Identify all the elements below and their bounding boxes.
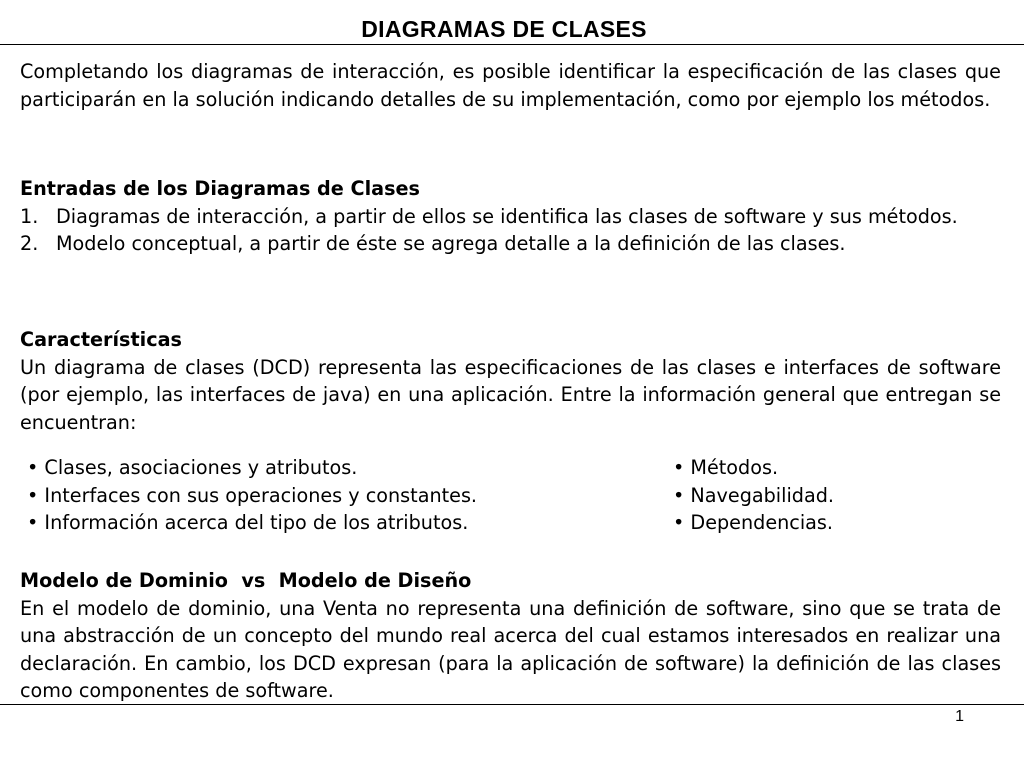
- bottom-divider: [0, 704, 1024, 705]
- list-item: • Navegabilidad.: [673, 483, 835, 507]
- top-divider: [0, 44, 1024, 45]
- features-paragraph: Un diagrama de clases (DCD) representa las especificaciones de las clases e interfaces de software (por ejemplo, las interfaces de java) en una aplicación. Entre la información general que entregan se encuentran:: [20, 355, 1001, 434]
- page-title: DIAGRAMAS DE CLASES: [361, 16, 647, 42]
- list-text: Modelo conceptual, a partir de éste se agrega detalle a la definición de las clases.: [56, 232, 846, 255]
- domain-vs-design-section: [20, 567, 1001, 705]
- features-heading: Características: [20, 328, 182, 351]
- list-number: 2.: [20, 232, 39, 255]
- inputs-heading: Entradas de los Diagramas de Clases: [20, 177, 420, 200]
- list-number: 1.: [20, 204, 39, 228]
- features-bullets-left: [27, 454, 627, 537]
- inputs-list: [20, 203, 1010, 258]
- list-item: • Información acerca del tipo de los atributos.: [27, 511, 469, 534]
- domain-vs-design-heading: Modelo de Dominio vs Modelo de Diseño: [20, 569, 472, 592]
- list-item: • Interfaces con sus operaciones y constantes.: [27, 483, 478, 507]
- list-item: • Dependencias.: [673, 511, 834, 534]
- features-bullets-right: [673, 454, 973, 537]
- page-number: 1: [955, 708, 964, 725]
- intro-paragraph: Completando los diagramas de interacción, es posible identificar la especificación de las clases que participarán en la solución indicando detalles de su implementación, como por ejemplo los métodos.: [20, 60, 1001, 111]
- features-section: [20, 326, 1001, 436]
- list-item: • Clases, asociaciones y atributos.: [27, 456, 358, 479]
- list-item: • Métodos.: [673, 456, 779, 479]
- inputs-section: [20, 175, 1010, 258]
- domain-vs-design-paragraph: En el modelo de dominio, una Venta no representa una definición de software, sino que se trata de una abstracción de un concepto del mundo real acerca del cual estamos interesados en realizar una declaración. En cambio, los DCD expresan (para la aplicación de software) la definición de las clases como componentes de software.: [20, 596, 1001, 702]
- list-item: [20, 230, 1010, 258]
- list-text: Diagramas de interacción, a partir de ellos se identifica las clases de software y sus métodos.: [56, 204, 958, 228]
- list-item: [20, 203, 1010, 231]
